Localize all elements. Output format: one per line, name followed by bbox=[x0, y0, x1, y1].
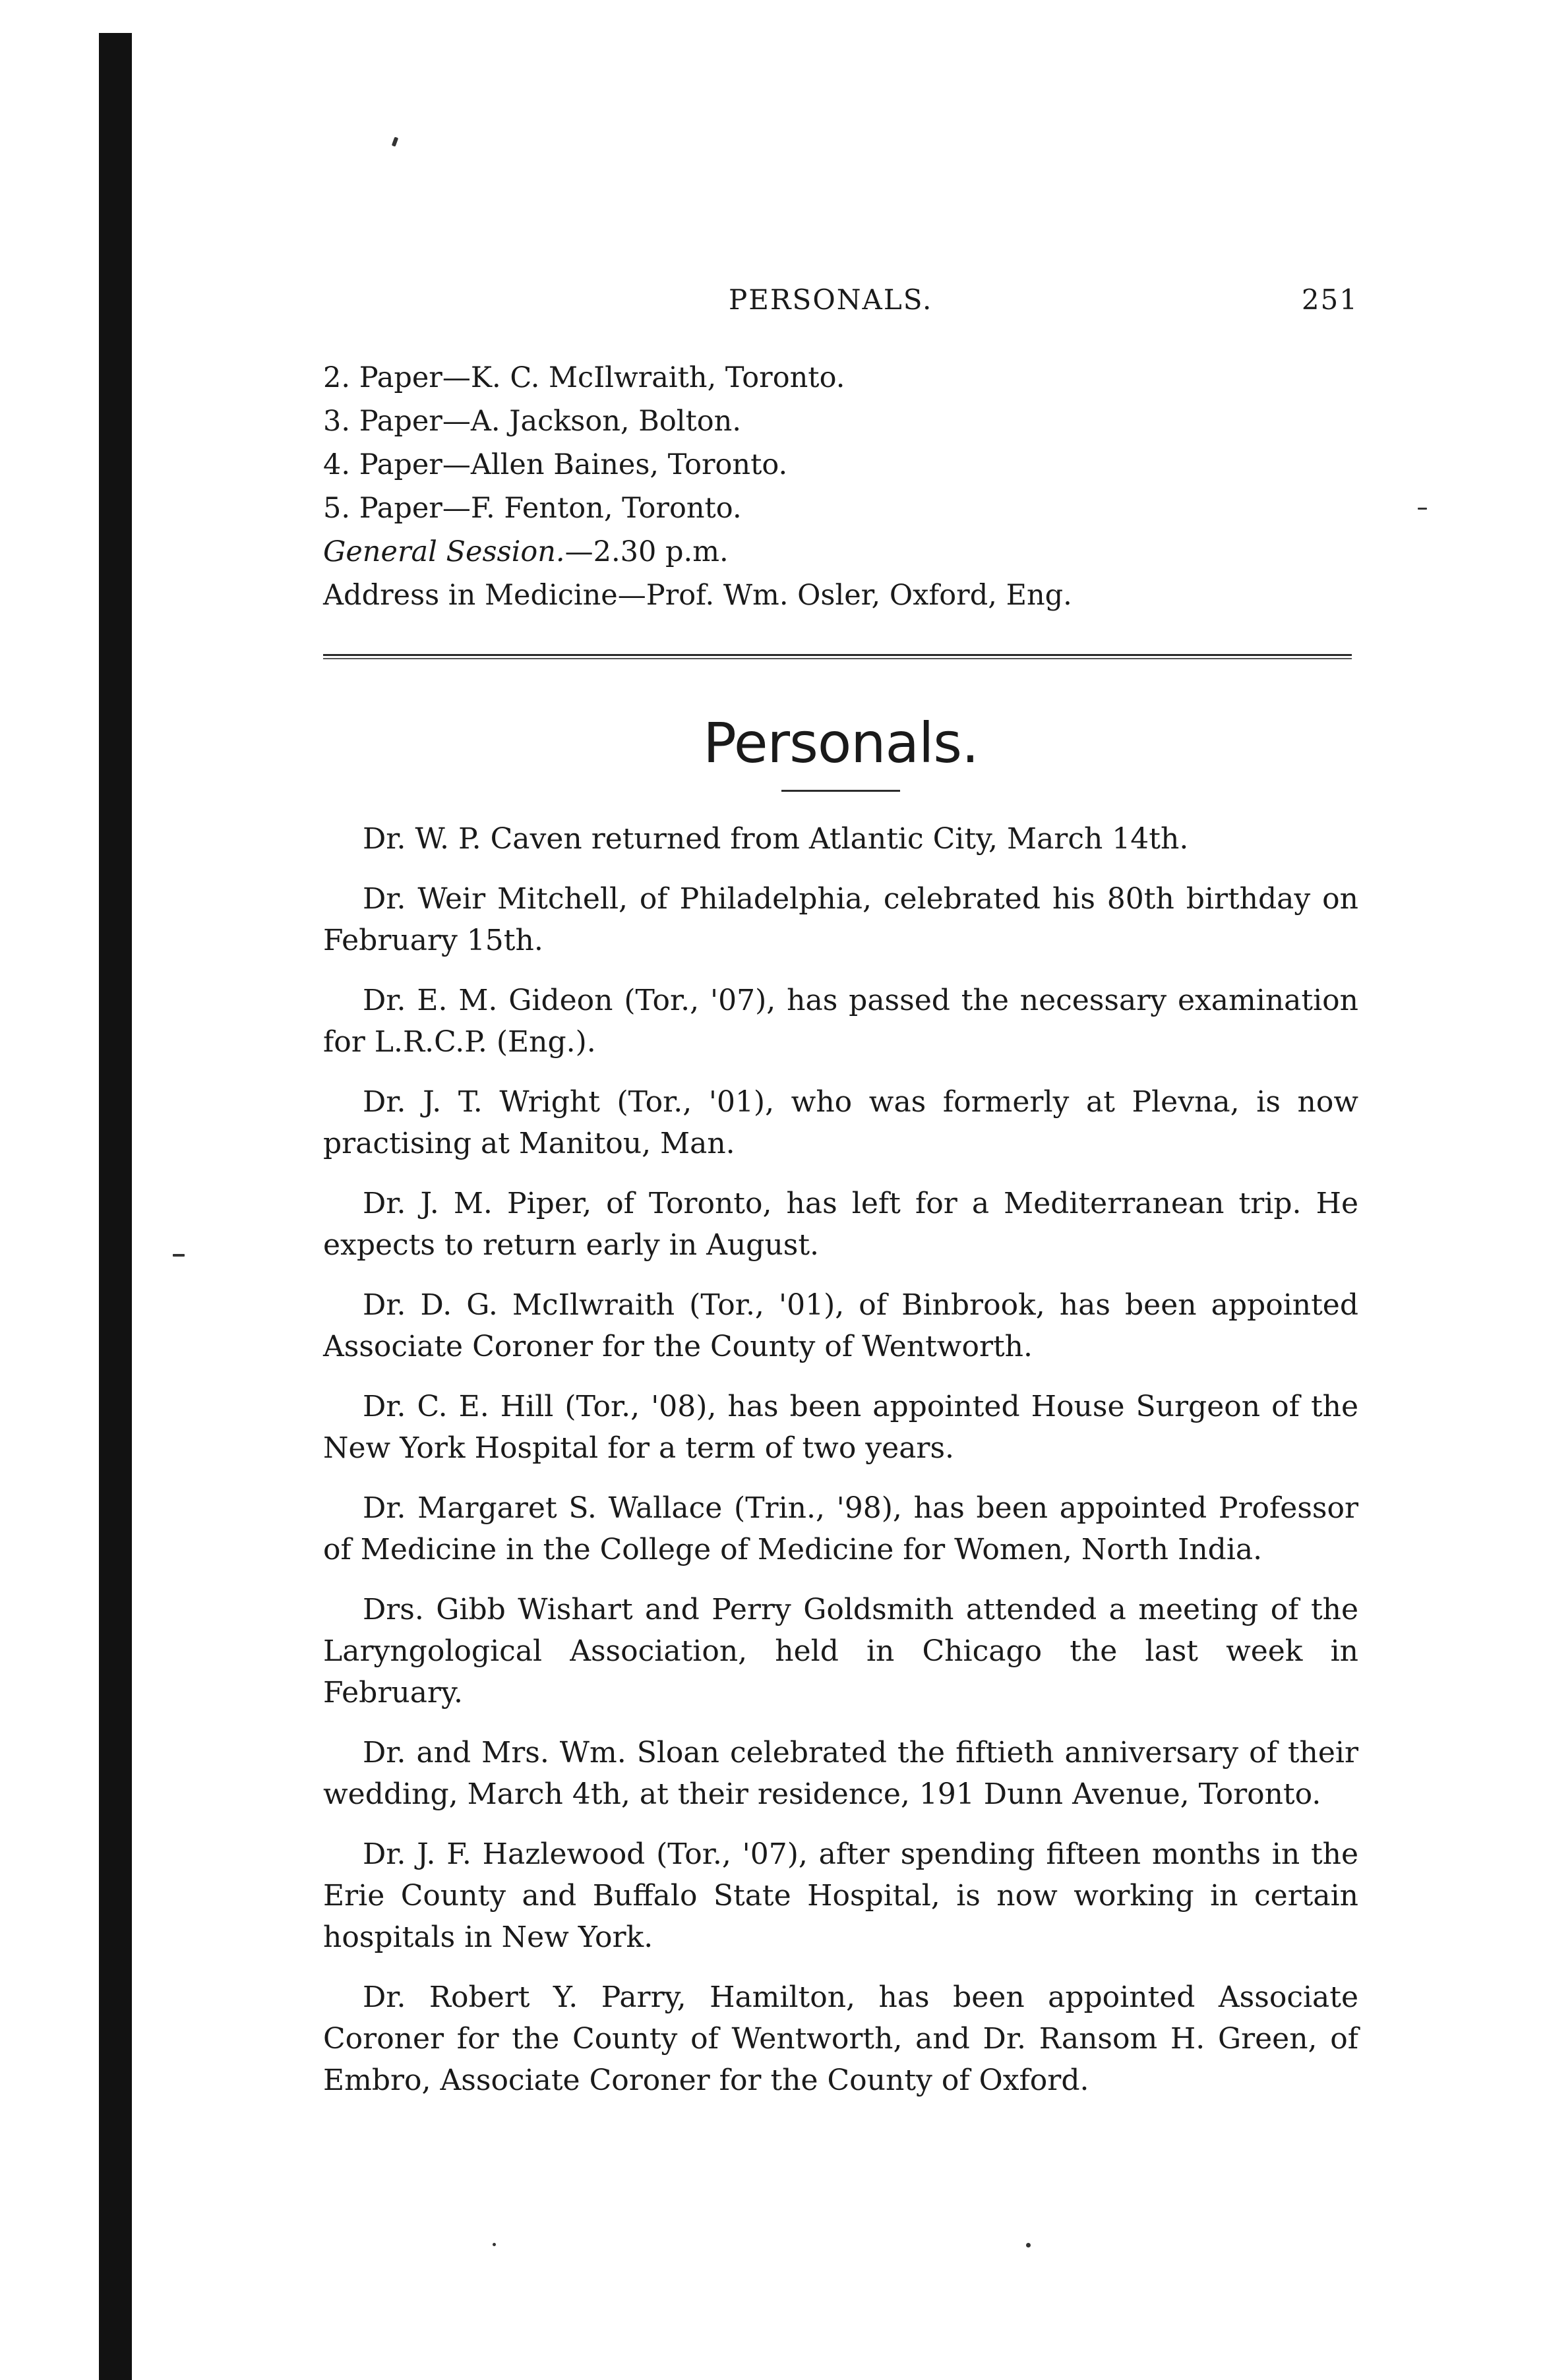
personals-list bbox=[323, 818, 1358, 2101]
personal-entry: Dr. C. E. Hill (Tor., '08), has been appointed House Surgeon of the New York Hospital for a term of two years. bbox=[323, 1390, 1358, 1465]
personal-entry: Dr. and Mrs. Wm. Sloan celebrated the fiftieth anniversary of their wedding, March 4th, at their residence, 191 Dunn Avenue, Toronto. bbox=[323, 1736, 1358, 1811]
title-underline bbox=[781, 790, 900, 792]
session-time: —2.30 p.m. bbox=[564, 535, 729, 568]
section-title: Personals. bbox=[703, 711, 979, 775]
scan-speck bbox=[392, 136, 398, 146]
personal-entry: Dr. Robert Y. Parry, Hamilton, has been appointed Associate Coroner for the County of Wentworth, and Dr. Ransom H. Green, of Embro, Associate Coroner for the County of Oxford. bbox=[323, 1980, 1358, 2097]
scan-speck bbox=[493, 2243, 496, 2246]
personal-entry: Dr. Weir Mitchell, of Philadelphia, celebrated his 80th birthday on February 15th. bbox=[323, 882, 1358, 957]
program-list bbox=[323, 356, 1358, 617]
session-label: General Session. bbox=[323, 535, 565, 568]
personal-entry: Dr. J. F. Hazlewood (Tor., '07), after spending fifteen months in the Erie County and Buffalo State Hospital, is now working in certain hospitals in New York. bbox=[323, 1837, 1358, 1954]
personal-entry: Dr. D. G. McIlwraith (Tor., '01), of Binbrook, has been appointed Associate Coroner for the County of Wentworth. bbox=[323, 1288, 1358, 1363]
personal-entry: Drs. Gibb Wishart and Perry Goldsmith attended a meeting of the Laryngological Association, held in Chicago the last week in February. bbox=[323, 1593, 1358, 1710]
program-item: 2. Paper—K. C. McIlwraith, Toronto. bbox=[323, 361, 845, 394]
personal-entry: Dr. Margaret S. Wallace (Trin., '98), has been appointed Professor of Medicine in the College of Medicine for Women, North India. bbox=[323, 1491, 1358, 1566]
personal-entry: Dr. E. M. Gideon (Tor., '07), has passed the necessary examination for L.R.C.P. (Eng.). bbox=[323, 984, 1358, 1059]
book-page bbox=[323, 277, 1358, 2120]
address-line: Address in Medicine—Prof. Wm. Osler, Oxford, Eng. bbox=[323, 579, 1072, 612]
program-item: 5. Paper—F. Fenton, Toronto. bbox=[323, 492, 742, 525]
running-head bbox=[323, 277, 1358, 330]
program-item: 3. Paper—A. Jackson, Bolton. bbox=[323, 405, 742, 438]
scan-speck bbox=[1026, 2243, 1031, 2247]
personal-entry: Dr. W. P. Caven returned from Atlantic City, March 14th. bbox=[363, 822, 1189, 856]
personal-entry: Dr. J. T. Wright (Tor., '01), who was formerly at Plevna, is now practising at Manitou, Man. bbox=[323, 1085, 1358, 1160]
scan-speck bbox=[1418, 508, 1427, 510]
personal-entry: Dr. J. M. Piper, of Toronto, has left for a Mediterranean trip. He expects to return early in August. bbox=[323, 1187, 1358, 1262]
page-number: 251 bbox=[1301, 283, 1358, 316]
session-line bbox=[323, 530, 1358, 574]
section-divider bbox=[323, 654, 1352, 659]
page-binding-edge bbox=[99, 33, 132, 2380]
scan-speck bbox=[173, 1254, 185, 1257]
running-title: PERSONALS. bbox=[729, 283, 933, 316]
program-item: 4. Paper—Allen Baines, Toronto. bbox=[323, 448, 788, 481]
